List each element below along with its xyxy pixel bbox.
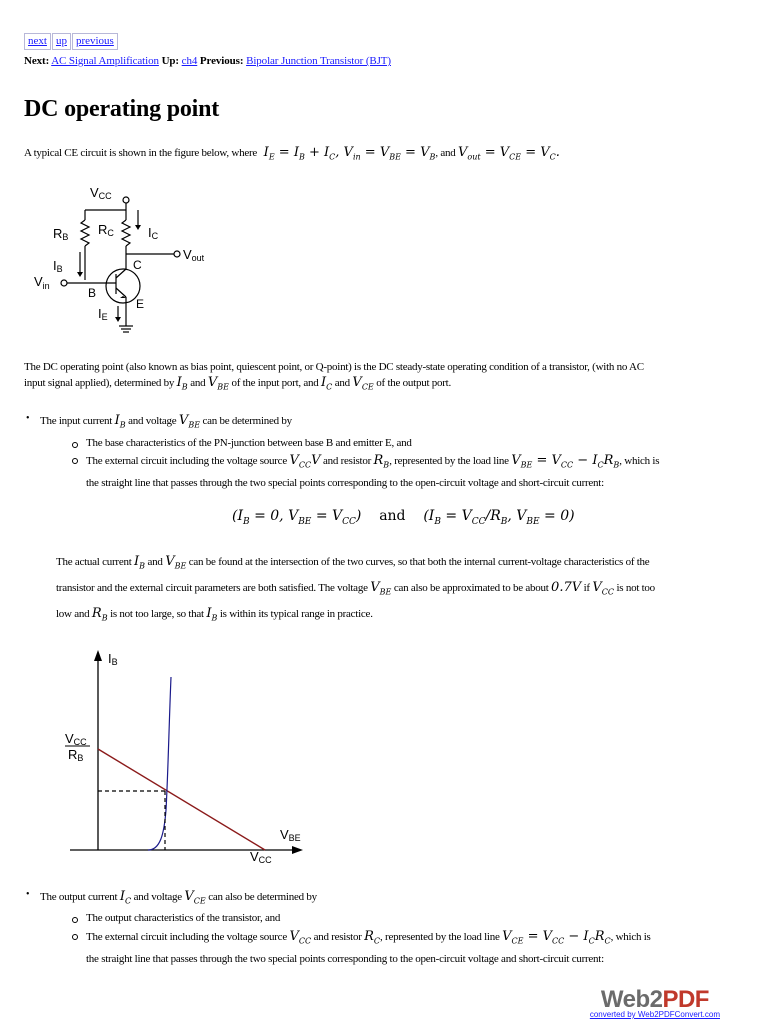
input-sub2-c: , represented by the load line [389,455,509,467]
up-link[interactable]: ch4 [181,55,198,67]
output-sub-2 [86,929,651,946]
intro-text [24,145,560,162]
para2-l2b: can also be approximated to be about [393,582,549,594]
input-sub-2-cont: the straight line that passes through the two special points corresponding to the open-circuit voltage and short-circuit current: [86,477,604,489]
input-text-a: The input current [40,415,113,427]
para1-line2 [24,375,451,392]
input-endpoints-equation: ($I_B = 0$, $V_{BE} = V_{CC}$) and ($I_B = V_{CC}/R_B$, $V_{BE} = 0$) [232,508,575,527]
math-vcc-3: $V_{CC}$ [289,929,312,946]
output-bullet [40,889,317,906]
vcc-over-rb-numerator: VCC [65,731,87,747]
input-text-b: and voltage [128,415,177,427]
previous-button[interactable]: previous [72,33,118,50]
input-text-c: can be determined by [202,415,292,427]
math-ic-2: $I_C$ [119,889,132,906]
para2-l3a: low and [56,608,90,620]
math-07v: 0.7V [551,580,582,595]
math-ib-2: $I_B$ [114,413,126,430]
output-sub2-d: , which is [610,931,651,943]
math-ib-3: $I_B$ [134,554,146,571]
input-sub2-a: The external circuit including the voltage source [86,455,287,467]
math-vcc-2: $V_{CC}$ [592,580,614,597]
x-axis-label: VBE [280,827,301,843]
para1-text-c: of the output port. [376,377,451,389]
input-sub2-d: , which is [619,455,660,467]
label-vin: $V_{in}$ [34,274,50,291]
converted-link[interactable]: converted by Web2PDFConvert.com [589,1010,720,1019]
input-sub-2 [86,453,659,470]
output-text-c: can also be determined by [208,891,317,903]
para2-line2 [56,580,655,597]
intro-math: $I_E = I_B + I_C$, $V_{in} = V_{BE} = V_B$ [259,145,436,162]
math-vcc: $V_{CC}V$ [289,453,321,470]
next-label: Next: [24,55,50,67]
output-sub2-b: and resistor [313,931,362,943]
eq-and: and [379,508,406,524]
up-label: Up: [161,55,179,67]
logo-web2: Web2 [600,986,663,1013]
nav-links [24,55,391,67]
output-text-a: The output current [40,891,118,903]
para2-l2a: transistor and the external circuit parameters are both satisfied. The voltage [56,582,368,594]
para1-line1: The DC operating point (also known as bias point, quiescent point, or Q-point) is the DC steady-state operating condition of a transistor, (with no AC [24,361,644,373]
vcc-over-rb-denominator: RB [68,747,84,763]
para1-and-2: and [334,377,350,389]
load-line [98,749,265,850]
output-sub-2-cont: the straight line that passes through the two special points corresponding to the open-circuit voltage and short-circuit current: [86,953,604,965]
previous-link[interactable]: Bipolar Junction Transistor (BJT) [246,55,391,67]
output-sub2-c: , represented by the load line [380,931,500,943]
para2-l1c: can be found at the intersection of the two curves, so that both the internal current-voltage characteristics of the [188,556,650,568]
label-ie: IE [98,306,108,322]
math-rc: $R_C$ [364,929,381,946]
para2-l3b: is not too large, so that [110,608,204,620]
nav-buttons [24,33,119,50]
label-e: E [136,297,145,311]
y-axis-label: IB [108,651,118,667]
label-vcc: VCC [90,185,112,201]
previous-label: Previous: [199,55,244,67]
ib-vbe-graph [60,645,320,870]
math-ib-4: $I_B$ [206,606,218,623]
math-vbe-2: $V_{BE}$ [178,413,201,430]
para2-l3c: is within its typical range in practice. [219,608,373,620]
para2-line3 [56,606,373,623]
page-title: DC operating point [24,96,220,122]
math-rb-2: $R_B$ [91,606,108,623]
intro-and: , and [435,147,456,159]
para2-l1a: The actual current [56,556,132,568]
next-link[interactable]: AC Signal Amplification [51,55,159,67]
para1-text-b: of the input port, and [231,377,319,389]
input-sub2-b: and resistor [322,455,371,467]
para1-and-1: and [190,377,206,389]
label-ic: IC [148,225,159,241]
math-loadline-out: $V_{CE} = V_{CC} - I_CR_C$ [502,929,611,946]
web2pdf-logo[interactable] [590,986,720,1019]
math-loadline-in: $V_{BE} = V_{CC} - I_CR_B$ [511,453,620,470]
output-sub-1: The output characteristics of the transistor, and [86,912,281,924]
logo-pdf: PDF [662,986,709,1013]
para2-l1b: and [147,556,163,568]
math-vbe: $V_{BE}$ [207,375,229,392]
para1-text-a: input signal applied), determined by [24,377,175,389]
label-c: C [133,258,142,272]
math-ib: $I_B$ [176,375,188,392]
para2-l2d: is not too [616,582,655,594]
ce-circuit-diagram [28,180,218,340]
para2-line1 [56,554,649,571]
output-text-b: and voltage [133,891,182,903]
next-button[interactable]: next [24,33,51,50]
input-bullet [40,413,292,430]
math-rb: $R_B$ [373,453,390,470]
para2-l2c: if [583,582,590,594]
label-vout: Vout [183,247,205,263]
base-characteristic-curve [148,677,171,850]
up-button[interactable]: up [52,33,71,50]
math-vce-2: $V_{CE}$ [184,889,206,906]
math-vbe-3: $V_{BE}$ [165,554,187,571]
label-ib: IB [53,258,63,274]
input-sub-1: The base characteristics of the PN-junction between base B and emitter E, and [86,437,412,449]
intro-math-2: $V_{out} = V_{CE} = V_C$. [458,145,560,162]
math-ic: $I_C$ [321,375,333,392]
vcc-tick-label: VCC [250,849,272,865]
output-sub2-a: The external circuit including the voltage source [86,931,287,943]
label-rc: RC [98,222,114,238]
math-vce: $V_{CE}$ [352,375,374,392]
math-vbe-4: $V_{BE}$ [370,580,392,597]
label-rb: RB [53,226,69,242]
label-b: B [88,286,97,300]
intro-sentence: A typical CE circuit is shown in the figure below, where [24,147,258,159]
